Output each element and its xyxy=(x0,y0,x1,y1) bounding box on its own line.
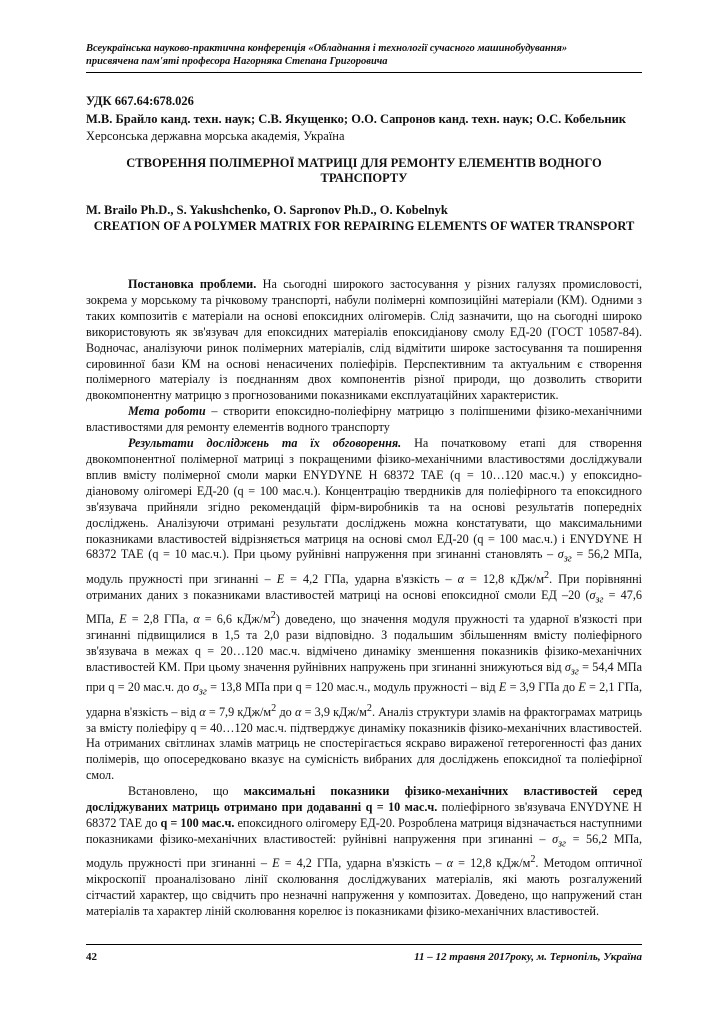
symbol-alpha: α xyxy=(193,612,200,627)
header-divider xyxy=(86,72,642,73)
lead-results: Результати досліджень та їх обговорення. xyxy=(128,436,402,451)
superscript: 2 xyxy=(271,702,277,714)
front-matter xyxy=(86,94,642,234)
paragraph-aim xyxy=(86,404,642,436)
symbol-alpha: α xyxy=(294,704,302,719)
symbol-alpha: α xyxy=(199,704,206,719)
symbol-alpha: α xyxy=(457,571,465,586)
text-fragment: = 2,8 ГПа, xyxy=(126,612,194,627)
symbol-sigma: σ xyxy=(589,587,596,602)
text-fragment: = 6,6 кДж/м xyxy=(199,612,271,627)
superscript: 2 xyxy=(530,854,536,866)
udc-code: УДК 667.64:678.026 xyxy=(86,94,194,108)
text-fragment: . Аналіз структури зламів на фрактограмах матриць за вмісту поліефіру q = 40…120 мас.ч. підтверджує динаміку показників фізико-механічних властивостей. На отриманих світлинах зламів матриць не спостерігається яскраво вираженої гетерогенності фаз даних полімерів, що опосередковано вказує на сумісність вибраних для досліджень епоксидної та поліефірної смол. xyxy=(86,704,643,783)
text-fragment: ) доведено, що значення модуля пружності та ударної в'язкості при згинанні підвищилися в 1,5 та 2,0 рази відповідно. З подальшим збільшенням вмісту поліефірного зв'язувача в межах q = 20…120 мас.ч. відмічено динаміку зменшення показників фізико-механічних властивостей КМ. При цьому значення руйнівних напружень при згинанні знижуються від xyxy=(86,612,642,674)
lead-aim: Мета роботи xyxy=(128,404,206,419)
text-fragment: = 3,9 ГПа до xyxy=(506,680,579,695)
text-fragment: поліефірного зв'язувача ENYDYNE H 68372 TAE до xyxy=(86,800,642,830)
symbol-subscript: зг xyxy=(570,666,579,678)
conference-title: Всеукраїнська науково-практична конференція «Обладнання і технології сучасного машинобудування» xyxy=(86,43,568,54)
superscript: 2 xyxy=(270,610,276,622)
symbol-sigma: σ xyxy=(192,680,199,695)
text-fragment: На початковому етапі для створення двокомпонентної полімерної матриці з покращеними фізико-механічними властивостями досліджували вплив вмісту полімерної смоли марки ENYDYNE H 68372 TAE (q = 10…120 мас.ч.) у епоксидно-діановому олігомері ЕД-20 (q = 100 мас.ч.). Концентрацію твердників для поліефірного та епоксидного зв'язувача прийняли згідно рекомендацій фірм-виробників та на основі результатів попередніх досліджень. Аналізуючи отримані результати досліджень можна констатувати, що максимальними показниками властивостей відрізняється матриця на основі смол ЕД-20 (q = 100 мас.ч.) і ENYDYNE H 68372 TAE (q = 10 мас.ч.). При цьому руйнівні напруження при згинанні становлять – xyxy=(86,436,642,562)
paragraph-text: – створити епоксидно-поліефірну матрицю з поліпшеними фізико-механічними властивостями для ремонту елементів водного транспорту xyxy=(86,404,642,435)
text-fragment: . Методом оптичної мікроскопії проаналізовано лінії сколювання досліджуваних матеріалів, які мають розгалужений сітчастий характер, що свідчить про незначні напруження у композитах. Доведено, що напружений стан матеріалів та характер ліній сколювання корелює із показниками фізико-механічних властивостей. xyxy=(86,856,642,918)
superscript: 2 xyxy=(544,569,550,581)
symbol-modulus: E xyxy=(272,856,280,871)
paragraph-conclusion xyxy=(86,784,642,920)
text-fragment: = 4,2 ГПа, ударна в'язкість – xyxy=(284,571,458,586)
article-body xyxy=(86,277,642,920)
text-fragment: = 54,4 МПа при q = 20 мас.ч. до xyxy=(86,659,642,695)
authors-ukrainian: М.В. Брайло канд. техн. наук; С.В. Якущенко; О.О. Сапронов канд. техн. наук; О.С. Кобельник xyxy=(86,112,626,126)
text-fragment: = 13,8 МПа при q = 120 мас.ч., модуль пружності – від xyxy=(206,680,499,695)
symbol-subscript: зг xyxy=(563,553,572,565)
conference-dates: 11 – 12 травня 2017року, м. Тернопіль, Україна xyxy=(414,951,642,963)
bold-finding: q = 100 мас.ч. xyxy=(160,815,235,830)
symbol-subscript: зг xyxy=(595,594,604,606)
text-fragment: = 12,8 кДж/м xyxy=(464,571,545,586)
text-fragment: = 4,2 ГПа, ударна в'язкість – xyxy=(279,856,447,871)
symbol-alpha: α xyxy=(446,856,454,871)
paragraph-text: На сьогодні широкого застосування у різних галузях промисловості, зокрема у морському та річковому транспорті, набули полімерні композиційні матеріали (КМ). Одними з таких композитів є матеріали на основі епоксидних олігомерів. Слід зазначити, що на сьогодні широко використовують як зв'язувач для епоксидних матеріалів епоксидіанову смолу ЕД-20 (ГОСТ 10587-84). Водночас, аналізуючи ринок полімерних матеріалів, слід відмітити широке застосування та поширення сировинної бази КМ на основі ненасичених поліефірів. Перспективним та актуальним є створення полімерного матеріалу із поєднанням двох компонентів різної природи, що дозволить створити двокомпонентну матрицю з прогнозованими показниками експлуатаційних характеристик. xyxy=(86,277,642,403)
paragraph-results xyxy=(86,436,642,784)
title-ukrainian: СТВОРЕННЯ ПОЛІМЕРНОЇ МАТРИЦІ ДЛЯ РЕМОНТУ ЕЛЕМЕНТІВ ВОДНОГО ТРАНСПОРТУ xyxy=(126,156,602,185)
symbol-modulus: E xyxy=(119,612,127,627)
symbol-modulus: E xyxy=(578,680,586,695)
symbol-sigma: σ xyxy=(557,547,564,562)
conference-dedication: присвячена пам'яті професора Нагорняка Степана Григоровича xyxy=(86,56,388,67)
lead-problem-statement: Постановка проблеми. xyxy=(128,277,257,291)
affiliation: Херсонська державна морська академія, Україна xyxy=(86,129,345,143)
text-fragment: = 3,9 кДж/м xyxy=(301,704,367,719)
symbol-modulus: E xyxy=(498,680,507,695)
symbol-sigma: σ xyxy=(552,831,559,846)
text-fragment: Встановлено, що xyxy=(128,784,244,799)
symbol-modulus: E xyxy=(276,571,285,586)
text-fragment: = 2,1 ГПа, ударна в'язкість – від xyxy=(86,680,642,719)
footer-divider xyxy=(86,944,642,945)
text-fragment: = 7,9 кДж/м xyxy=(205,704,272,719)
text-fragment: . При порівнянні отриманих даних з показниками властивостей матриці на основі епоксидної смоли ЕД –20 ( xyxy=(86,571,642,602)
page-number: 42 xyxy=(86,951,97,963)
bold-finding: максимальні показники фізико-механічних властивостей серед досліджуваних матриць отримано при додаванні q = 10 мас.ч. xyxy=(86,784,642,815)
text-fragment: = 56,2 МПа, модуль пружності при згинанні – xyxy=(86,831,643,871)
text-fragment: = 12,8 кДж/м xyxy=(453,856,531,871)
paragraph-problem-statement xyxy=(86,277,642,404)
symbol-sigma: σ xyxy=(564,659,571,674)
text-fragment: = 47,6 МПа, xyxy=(86,587,643,627)
superscript: 2 xyxy=(366,702,372,714)
symbol-subscript: зг xyxy=(558,838,567,850)
title-english: CREATION OF A POLYMER MATRIX FOR REPAIRING ELEMENTS OF WATER TRANSPORT xyxy=(93,219,635,233)
running-header xyxy=(86,42,646,68)
symbol-subscript: зг xyxy=(198,686,207,698)
text-fragment: = 56,2 МПа, модуль пружності при згинанні – xyxy=(86,547,642,586)
text-fragment: епоксидного олігомеру ЕД-20. Розроблена матриця відзначається наступними показниками фізико-механічних властивостей: руйнівні напруження при згинанні – xyxy=(86,815,642,846)
text-fragment: до xyxy=(276,704,295,719)
authors-english: M. Brailo Ph.D., S. Yakushchenko, O. Sapronov Ph.D., O. Kobelnyk xyxy=(86,203,448,217)
